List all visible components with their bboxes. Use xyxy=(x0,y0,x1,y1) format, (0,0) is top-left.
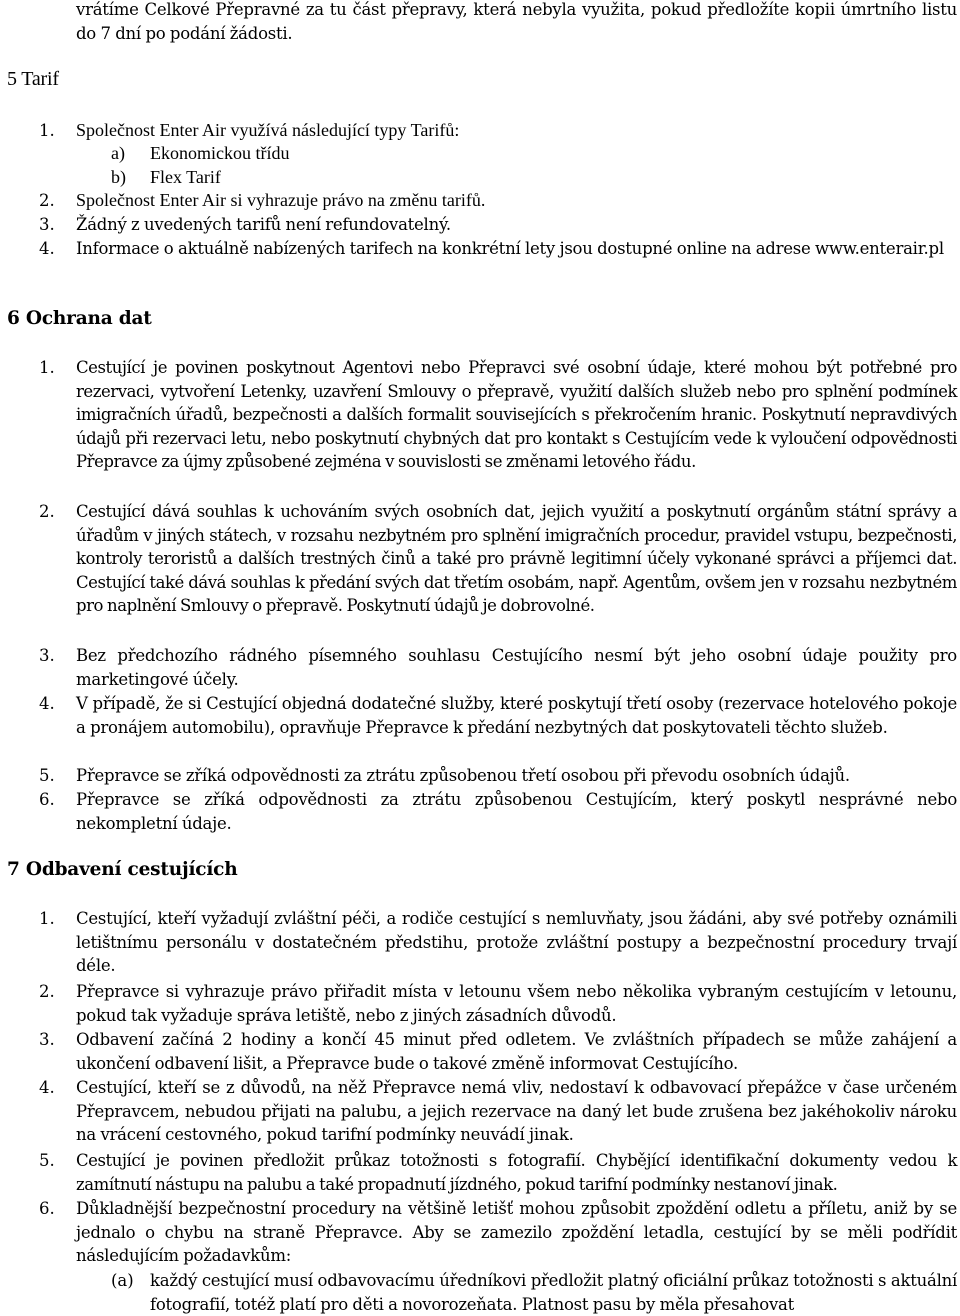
list-item-text: Cestující je povinen poskytnout Agentovi nebo Přepravci své osobní údaje, které mohou být potřebné pro rezervaci, vytvoření Letenky, uzavření Smlouvy o přepravě, využití dalších služeb nebo pro splnění podmínek imigračních úřadů, bezpečnosti a dalších formalit souvisejících s překročením hranic. Poskytnutí nepravdivých údajů při rezervaci letu, nebo poskytnutí chybných dat pro kontakt s Cestujícím vede k vyloučení odpovědnosti Přepravce za újmy způsobené zejména v souvislosti se změnami letového řádu. xyxy=(76,358,957,472)
list-number: 3. xyxy=(39,215,55,234)
list-item-text: Důkladnější bezpečnostní procedury na většině letišť mohou způsobit zpoždění odletu a příletu, aniž by se jednalo o chybu na straně Přepravce. Aby se zamezilo zpoždění letadla, cestující by se měli podřídit následujícím požadavkům: xyxy=(76,1199,957,1266)
list-item-text: Cestující, kteří vyžadují zvláštní péči, a rodiče cestující s nemluvňaty, jsou žádáni, aby své potřeby oznámili letištnímu personálu v dostatečném předstihu, protože zvláštní postupy a bezpečnostní procedury trvají déle. xyxy=(76,909,957,976)
list-item-text: Přepravce se zříká odpovědnosti za ztrátu způsobenou třetí osobou při převodu osobních údajů. xyxy=(76,766,850,785)
list-item-text: Přepravce se zříká odpovědnosti za ztrátu způsobenou Cestujícím, který poskytl nesprávné nebo nekompletní údaje. xyxy=(76,790,957,833)
list-number: 4. xyxy=(39,1078,55,1097)
list-number: 1. xyxy=(39,909,55,928)
section-heading-5: 5 Tarif xyxy=(7,68,59,90)
sub-item-text: každý cestující musí odbavovacímu úředníkovi předložit platný oficiální průkaz totožnosti s aktuální fotografií, totéž platí pro děti a novorozeňata. Platnost pasu by měla přesahovat xyxy=(150,1271,957,1314)
list-number: 3. xyxy=(39,1030,55,1049)
list-number: 4. xyxy=(39,239,55,258)
list-item-text: Cestující dává souhlas k uchováním svých osobních dat, jejich využití a poskytnutí orgánům státní správy a úřadům v jiných státech, v rozsahu nezbytném pro splnění imigračních procedur, pravidel vstupu, bezpečnosti, kontroly teroristů a dalších trestných činů a také pro právně legitimní účely vykonané správci a příjemci dat. Cestující také dává souhlas k předání svých dat třetím osobám, např. Agentům, ovšem jen v rozsahu nezbytném pro naplnění Smlouvy o přepravě. Poskytnutí údajů je dobrovolné. xyxy=(76,502,957,616)
sub-item-label: b) xyxy=(111,167,126,187)
sub-item-text: Ekonomickou třídu xyxy=(150,143,290,163)
intro-paragraph: vrátíme Celkové Přepravné za tu část přepravy, která nebyla využita, pokud předložíte kopii úmrtního listu do 7 dní po podání žádosti. xyxy=(76,0,957,43)
list-item-text: Odbavení začíná 2 hodiny a končí 45 minut před odletem. Ve zvláštních případech se může zahájení a ukončení odbavení lišit, a Přepravce bude o takové změně informovat Cestujícího. xyxy=(76,1030,957,1073)
list-item-text: Bez předchozího rádného písemného souhlasu Cestujícího nesmí být jeho osobní údaje použity pro marketingové účely. xyxy=(76,646,957,689)
list-item-text: Společnost Enter Air využívá následující typy Tarifů: xyxy=(76,120,460,140)
list-number: 2. xyxy=(39,982,55,1001)
sub-item-label: (a) xyxy=(111,1271,134,1290)
list-item-text: Společnost Enter Air si vyhrazuje právo na změnu tarifů. xyxy=(76,190,486,210)
list-number: 6. xyxy=(39,790,55,809)
list-number: 4. xyxy=(39,694,55,713)
list-number: 5. xyxy=(39,1151,55,1170)
sub-item-text: Flex Tarif xyxy=(150,167,221,187)
list-number: 2. xyxy=(39,191,55,210)
list-item-text: Informace o aktuálně nabízených tarifech na konkrétní lety jsou dostupné online na adrese www.enterair.pl xyxy=(76,239,944,258)
list-number: 1. xyxy=(39,358,55,377)
sub-item-label: a) xyxy=(111,143,125,163)
section-heading-6: 6 Ochrana dat xyxy=(7,308,152,329)
list-number: 5. xyxy=(39,766,55,785)
section-heading-7: 7 Odbavení cestujících xyxy=(7,859,238,880)
list-item-text: Cestující, kteří se z důvodů, na něž Přepravce nemá vliv, nedostaví k odbavovací přepážce v čase určeném Přepravcem, nebudou přijati na palubu, a jejich rezervace na daný let bude zrušena bez jakéhokoliv nároku na vrácení cestovného, pokud tarifní podmínky neuvádí jinak. xyxy=(76,1078,957,1145)
list-number: 6. xyxy=(39,1199,55,1218)
list-number: 2. xyxy=(39,502,55,521)
list-number: 3. xyxy=(39,646,55,665)
list-item-text: Cestující je povinen předložit průkaz totožnosti s fotografií. Chybějící identifikační dokumenty vedou k zamítnutí nástupu na palubu a také propadnutí jízdného, pokud tarifní podmínky nestanoví jinak. xyxy=(76,1151,957,1194)
list-item-text: V případě, že si Cestující objedná dodatečné služby, které poskytují třetí osoby (rezervace hotelového pokoje a pronájem automobilu), opravňuje Přepravce k předání nezbytných dat poskytovateli těchto služeb. xyxy=(76,694,957,737)
list-item-text: Žádný z uvedených tarifů není refundovatelný. xyxy=(76,215,451,234)
list-number: 1. xyxy=(39,121,55,140)
list-item-text: Přepravce si vyhrazuje právo přiřadit místa v letounu všem nebo několika vybraným cestujícím v letounu, pokud tak vyžaduje správa letiště, nebo z jiných zásadních důvodů. xyxy=(76,982,957,1025)
